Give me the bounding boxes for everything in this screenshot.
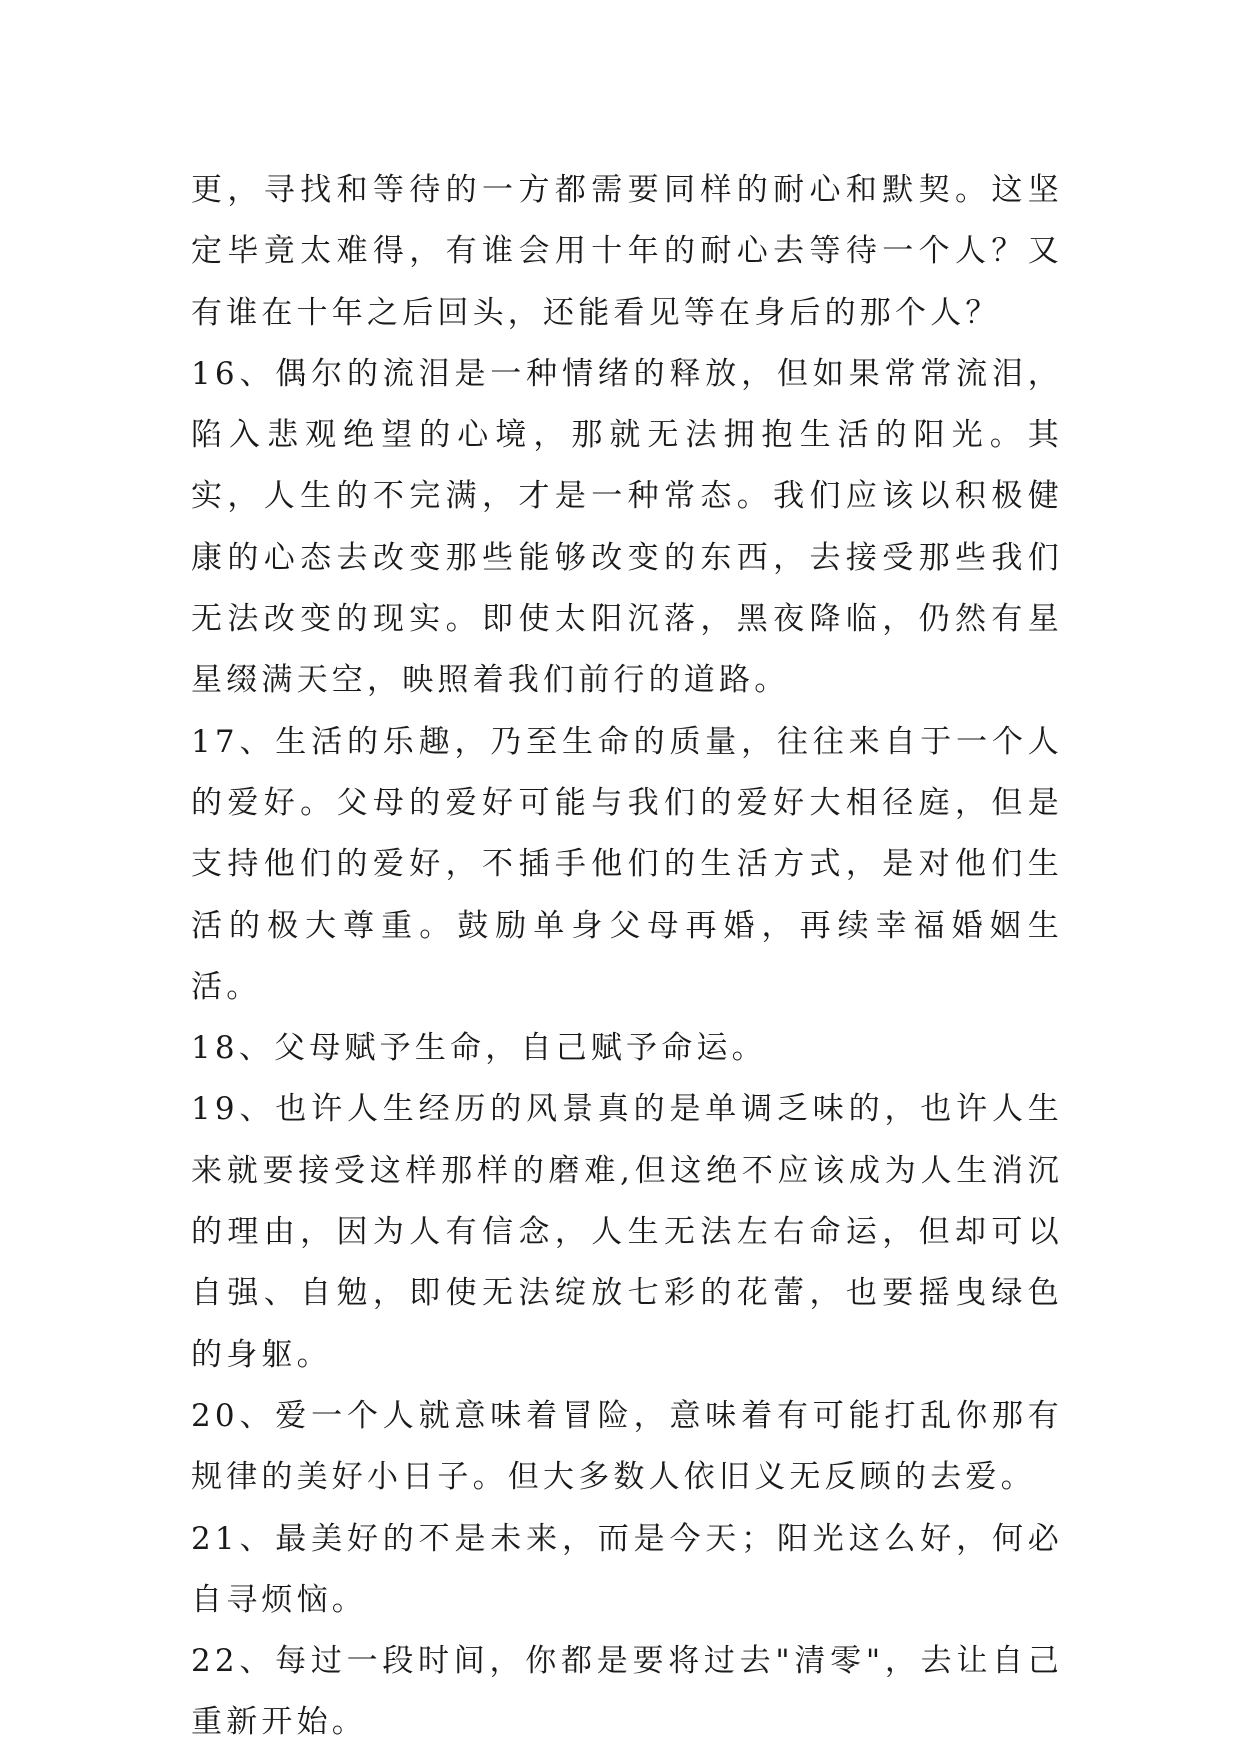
paragraph-continuation: 更，寻找和等待的一方都需要同样的耐心和默契。这坚定毕竟太难得，有谁会用十年的耐心去等待一个人？又有谁在十年之后回头，还能看见等在身后的那个人？ [191,172,1063,331]
document-body [191,160,1063,1754]
paragraph-16: 16、偶尔的流泪是一种情绪的释放，但如果常常流泪，陷入悲观绝望的心境，那就无法拥抱生活的阳光。其实，人生的不完满，才是一种常态。我们应该以积极健康的心态去改变那些能够改变的东西，去接受那些我们无法改变的现实。即使太阳沉落，黑夜降临，仍然有星星缀满天空，映照着我们前行的道路。 [191,355,1063,699]
paragraph-17: 17、生活的乐趣，乃至生命的质量，往往来自于一个人的爱好。父母的爱好可能与我们的爱好大相径庭，但是支持他们的爱好，不插手他们的生活方式，是对他们生活的极大尊重。鼓励单身父母再婚，再续幸福婚姻生活。 [191,723,1063,1005]
paragraph-20: 20、爱一个人就意味着冒险，意味着有可能打乱你那有规律的美好小日子。但大多数人依旧义无反顾的去爱。 [191,1397,1063,1496]
paragraph-18: 18、父母赋予生命，自己赋予命运。 [191,1030,767,1067]
paragraph-19: 19、也许人生经历的风景真的是单调乏味的，也许人生来就要接受这样那样的磨难,但这绝不应该成为人生消沉的理由，因为人有信念，人生无法左右命运，但却可以自强、自勉，即使无法绽放七彩的花蕾，也要摇曳绿色的身躯。 [191,1091,1063,1373]
paragraph-21: 21、最美好的不是未来，而是今天；阳光这么好，何必自寻烦恼。 [191,1520,1063,1618]
paragraph-22: 22、每过一段时间，你都是要将过去"清零"，去让自己重新开始。 [191,1643,1063,1741]
